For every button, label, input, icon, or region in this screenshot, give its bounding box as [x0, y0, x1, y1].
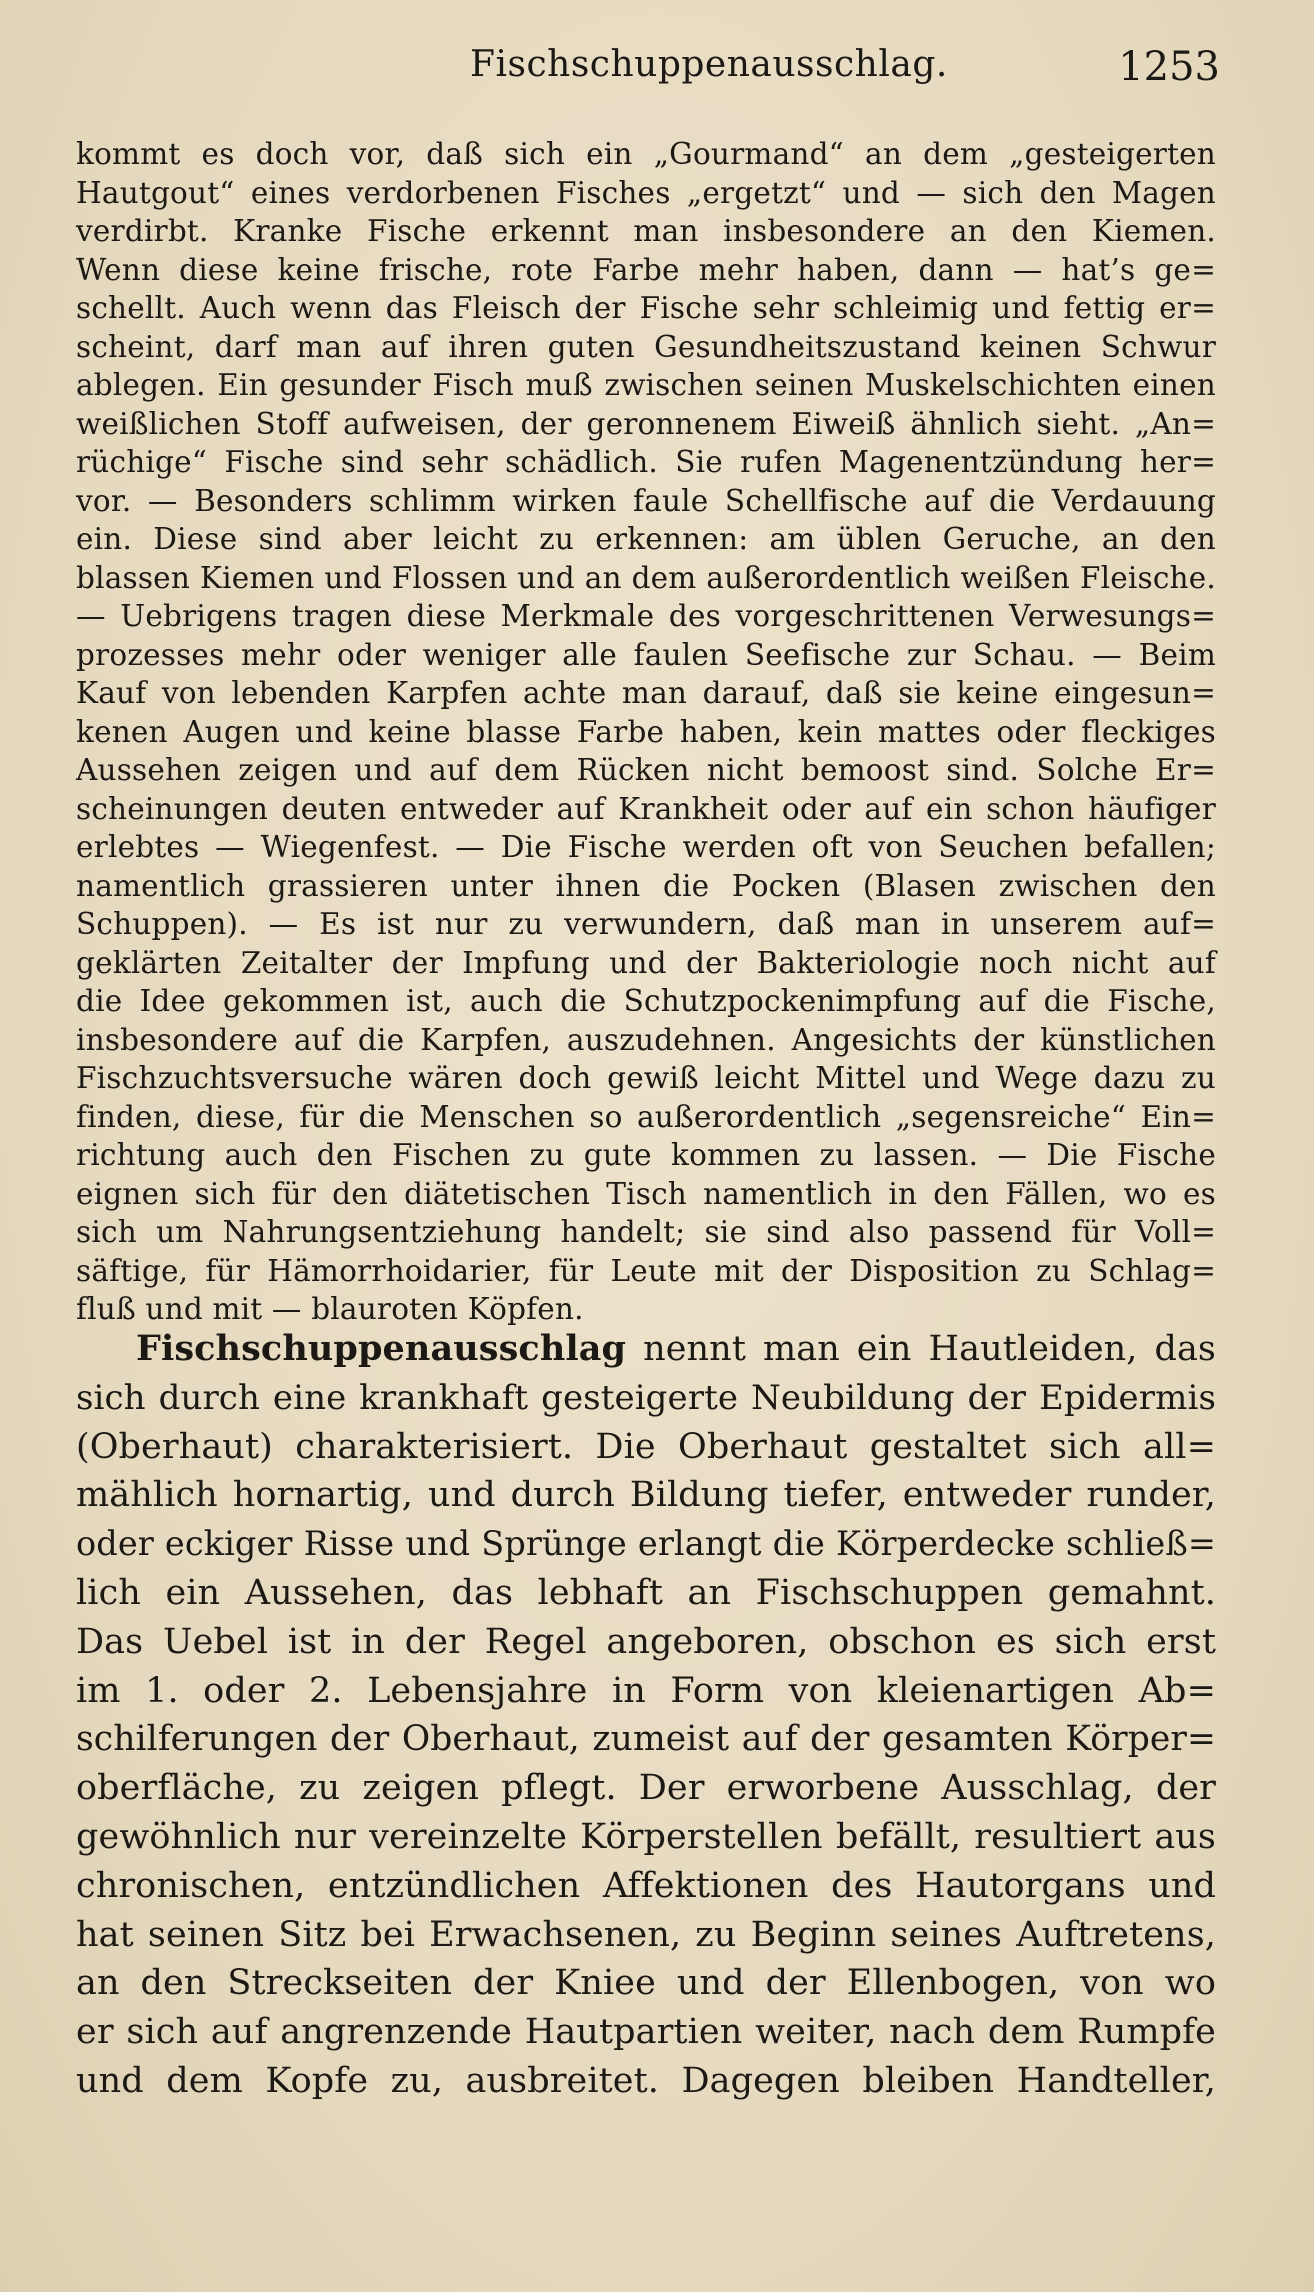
text-line: ein. Diese sind aber leicht zu erkennen: am üblen Geruche, an den — [76, 522, 1216, 556]
page-number: 1253 — [1118, 44, 1220, 90]
text-line: fluß und mit — blauroten Köpfen. — [76, 1292, 584, 1326]
text-line: — Uebrigens tragen diese Merkmale des vorgeschrittenen Verwesungs= — [76, 599, 1216, 633]
text-line: ablegen. Ein gesunder Fisch muß zwischen seinen Muskelschichten einen — [76, 368, 1216, 402]
text-line: sich um Nahrungsentziehung handelt; sie sind also passend für Voll= — [76, 1215, 1216, 1249]
text-line: mählich hornartig, und durch Bildung tiefer, entweder runder, — [76, 1475, 1216, 1516]
text-line: lich ein Aussehen, das lebhaft an Fischschuppen gemahnt. — [76, 1572, 1216, 1613]
text-line: eignen sich für den diätetischen Tisch namentlich in den Fällen, wo es — [76, 1176, 1216, 1211]
text-line: im 1. oder 2. Lebensjahre in Form von kleienartigen Ab= — [76, 1670, 1216, 1711]
text-line: Aussehen zeigen und auf dem Rücken nicht bemoost sind. Solche Er= — [76, 753, 1216, 787]
page-header — [470, 44, 1220, 104]
text-line: kommt es doch vor, daß sich ein „Gourmand“ an dem „gesteigerten — [76, 137, 1216, 171]
text-line: Das Uebel ist in der Regel angeboren, obschon es sich erst — [76, 1621, 1216, 1662]
text-line: säftige, für Hämorrhoidarier, für Leute mit der Disposition zu Schlag= — [76, 1253, 1216, 1288]
paragraph-fish-scale-rash — [76, 1325, 1216, 2106]
text-line: die Idee gekommen ist, auch die Schutzpockenimpfung auf die Fische, — [76, 984, 1216, 1018]
text-run: nennt man ein Hautleiden, das — [626, 1329, 1216, 1369]
text-line: chronischen, entzündlichen Affektionen des Hautorgans und — [76, 1865, 1216, 1906]
text-line — [76, 1325, 1216, 1374]
text-line: blassen Kiemen und Flossen und an dem außerordentlich weißen Fleische. — [76, 560, 1216, 595]
entry-lemma: Fischschuppenausschlag — [136, 1328, 627, 1369]
text-line: richtung auch den Fischen zu gute kommen zu lassen. — Die Fische — [76, 1138, 1216, 1172]
text-line: schilferungen der Oberhaut, zumeist auf der gesamten Körper= — [76, 1719, 1216, 1760]
text-line: (Oberhaut) charakterisiert. Die Oberhaut gestaltet sich all= — [76, 1426, 1216, 1467]
paragraph-fish-diet — [76, 135, 1216, 1329]
text-line: und dem Kopfe zu, ausbreitet. Dagegen bleiben Handteller, — [76, 2060, 1216, 2101]
text-line: Fischzuchtsversuche wären doch gewiß leicht Mittel und Wege dazu zu — [76, 1061, 1216, 1095]
text-line: an den Streckseiten der Kniee und der Ellenbogen, von wo — [76, 1963, 1216, 2004]
text-line: Schuppen). — Es ist nur zu verwundern, daß man in unserem auf= — [76, 907, 1216, 941]
text-line: oder eckiger Risse und Sprünge erlangt die Körperdecke schließ= — [76, 1524, 1216, 1564]
text-line: schellt. Auch wenn das Fleisch der Fische sehr schleimig und fettig er= — [76, 291, 1216, 325]
text-line: Wenn diese keine frische, rote Farbe mehr haben, dann — hat’s ge= — [76, 252, 1216, 287]
running-head: Fischschuppenausschlag. — [470, 44, 948, 85]
text-line: Hautgout“ eines verdorbenen Fisches „ergetzt“ und — sich den Magen — [76, 175, 1216, 210]
text-line: gewöhnlich nur vereinzelte Körperstellen befällt, resultiert aus — [76, 1816, 1216, 1857]
text-line: hat seinen Sitz bei Erwachsenen, zu Beginn seines Auftretens, — [76, 1914, 1216, 1955]
text-line: kenen Augen und keine blasse Farbe haben, kein mattes oder fleckiges — [76, 714, 1216, 749]
text-line: insbesondere auf die Karpfen, auszudehnen. Angesichts der künstlichen — [76, 1022, 1216, 1057]
text-line: oberfläche, zu zeigen pflegt. Der erworbene Ausschlag, der — [76, 1768, 1216, 1809]
text-line: namentlich grassieren unter ihnen die Pocken (Blasen zwischen den — [76, 868, 1216, 903]
text-line: erlebtes — Wiegenfest. — Die Fische werden oft von Seuchen befallen; — [76, 830, 1216, 864]
text-line: Kauf von lebenden Karpfen achte man darauf, daß sie keine eingesun= — [76, 676, 1216, 710]
text-line: scheinungen deuten entweder auf Krankheit oder auf ein schon häufiger — [76, 791, 1216, 826]
text-line: sich durch eine krankhaft gesteigerte Neubildung der Epidermis — [76, 1377, 1216, 1418]
text-line: prozesses mehr oder weniger alle faulen Seefische zur Schau. — Beim — [76, 637, 1216, 672]
text-line: scheint, darf man auf ihren guten Gesundheitszustand keinen Schwur — [76, 329, 1216, 364]
text-line: verdirbt. Kranke Fische erkennt man insbesondere an den Kiemen. — [76, 214, 1216, 248]
text-line: finden, diese, für die Menschen so außerordentlich „segensreiche“ Ein= — [76, 1099, 1216, 1134]
text-line: weißlichen Stoff aufweisen, der geronnenem Eiweiß ähnlich sieht. „An= — [76, 406, 1216, 441]
text-line: geklärten Zeitalter der Impfung und der Bakteriologie noch nicht auf — [76, 945, 1216, 980]
text-line: rüchige“ Fische sind sehr schädlich. Sie rufen Magenentzündung her= — [76, 445, 1216, 479]
text-line: er sich auf angrenzende Hautpartien weiter, nach dem Rumpfe — [76, 2012, 1216, 2053]
text-line: vor. — Besonders schlimm wirken faule Schellfische auf die Verdauung — [76, 483, 1216, 518]
